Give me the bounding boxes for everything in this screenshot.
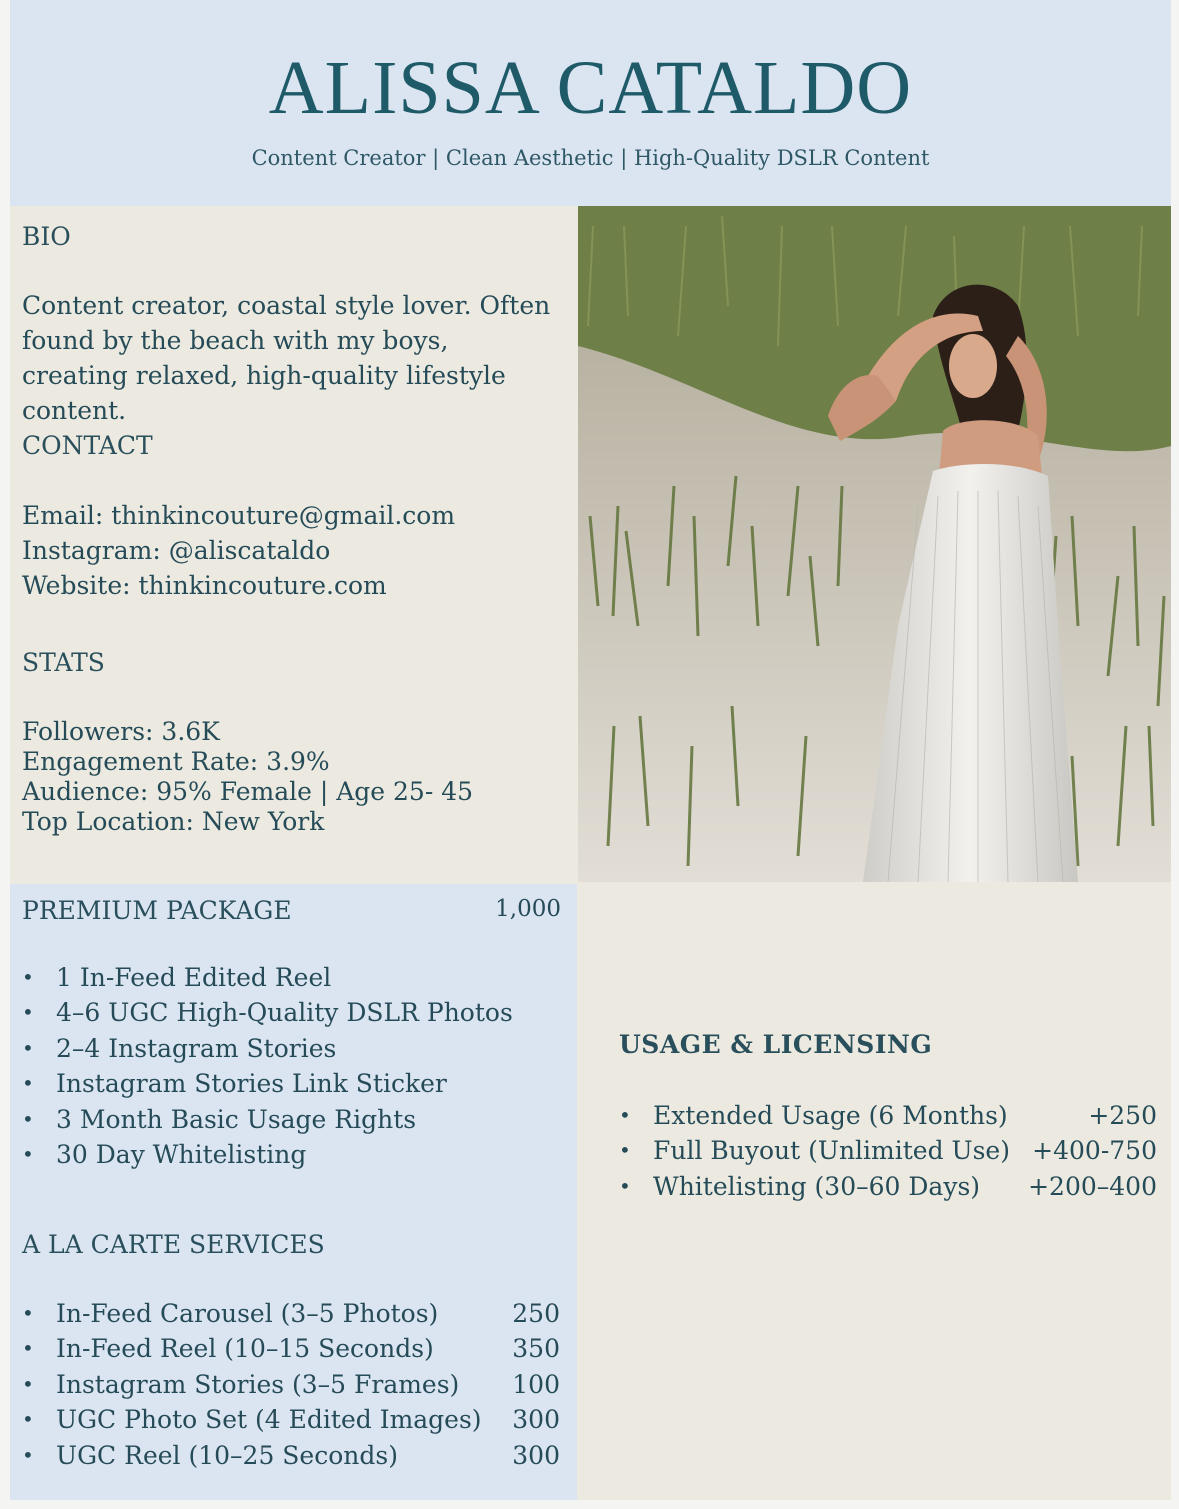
bullet-icon: • — [22, 1407, 34, 1432]
contact-list — [22, 498, 562, 603]
bullet-icon: • — [22, 1301, 34, 1325]
stat-location: Top Location: New York — [22, 807, 325, 836]
bullet-icon: • — [22, 1106, 34, 1131]
usage-panel — [577, 882, 1171, 1500]
bullet-icon: • — [22, 1035, 34, 1060]
item-price: +400-750 — [1032, 1136, 1157, 1166]
list-item: • 2–4 Instagram Stories — [22, 1031, 562, 1066]
bullet-icon: • — [22, 1071, 34, 1096]
list-item: • Instagram Stories (3–5 Frames) 100 — [22, 1367, 560, 1402]
alacarte-items — [22, 1296, 560, 1473]
alacarte-heading: A LA CARTE SERVICES — [22, 1230, 325, 1259]
list-item: • 3 Month Basic Usage Rights — [22, 1102, 562, 1137]
stat-audience: Audience: 95% Female | Age 25- 45 — [22, 777, 474, 806]
item-price: +250 — [1088, 1101, 1157, 1130]
list-item: • 30 Day Whitelisting — [22, 1137, 562, 1172]
rate-card-page — [10, 0, 1171, 1500]
bullet-icon: • — [22, 1336, 34, 1361]
creator-photo — [578, 206, 1171, 882]
tagline: Content Creator | Clean Aesthetic | High-Quality DSLR Content — [251, 146, 930, 170]
list-item: • 1 In-Feed Edited Reel — [22, 960, 562, 995]
packages-panel — [10, 884, 577, 1500]
bullet-icon: • — [22, 1000, 34, 1025]
bullet-icon: • — [22, 1142, 34, 1167]
stats-list — [22, 717, 562, 837]
usage-heading: USAGE & LICENSING — [619, 1030, 933, 1059]
premium-items — [22, 960, 562, 1172]
list-item: • Instagram Stories Link Sticker — [22, 1066, 562, 1101]
header — [10, 0, 1171, 206]
contact-instagram[interactable]: Instagram: @aliscataldo — [22, 536, 331, 565]
contact-website[interactable]: Website: thinkincouture.com — [22, 571, 387, 600]
contact-email[interactable]: Email: thinkincouture@gmail.com — [22, 501, 456, 530]
bullet-icon: • — [22, 1371, 34, 1396]
list-item: • In-Feed Carousel (3–5 Photos) 250 — [22, 1296, 560, 1331]
stats-heading: STATS — [22, 648, 105, 677]
item-price: 350 — [512, 1334, 560, 1364]
item-price: 300 — [512, 1405, 560, 1435]
item-price: 100 — [512, 1369, 560, 1399]
premium-price: 1,000 — [495, 896, 561, 922]
bullet-icon: • — [619, 1103, 631, 1127]
item-price: 250 — [512, 1299, 560, 1328]
list-item: • Whitelisting (30–60 Days) +200–400 — [619, 1169, 1157, 1204]
bullet-icon: • — [22, 1442, 34, 1467]
list-item: • UGC Reel (10–25 Seconds) 300 — [22, 1438, 560, 1473]
list-item: • Full Buyout (Unlimited Use) +400-750 — [619, 1133, 1157, 1168]
creator-name: ALISSA CATALDO — [268, 46, 913, 130]
item-price: +200–400 — [1028, 1171, 1157, 1201]
bio-heading: BIO — [22, 222, 71, 251]
stat-engagement: Engagement Rate: 3.9% — [22, 747, 330, 776]
bio-text: Content creator, coastal style lover. Often found by the beach with my boys, creating relaxed, high-quality lifestyle content. — [22, 291, 551, 425]
premium-heading: PREMIUM PACKAGE — [22, 896, 292, 925]
stat-followers: Followers: 3.6K — [22, 717, 220, 746]
bullet-icon: • — [22, 965, 34, 989]
contact-heading: CONTACT — [22, 431, 153, 460]
list-item: • Extended Usage (6 Months) +250 — [619, 1098, 1157, 1133]
bullet-icon: • — [619, 1138, 631, 1163]
beach-dune-photo-illustration — [578, 206, 1171, 882]
list-item: • UGC Photo Set (4 Edited Images) 300 — [22, 1402, 560, 1437]
usage-items — [619, 1098, 1157, 1204]
item-price: 300 — [512, 1440, 560, 1470]
list-item: • 4–6 UGC High-Quality DSLR Photos — [22, 995, 562, 1030]
profile-panel — [10, 206, 577, 884]
bullet-icon: • — [619, 1173, 631, 1198]
list-item: • In-Feed Reel (10–15 Seconds) 350 — [22, 1331, 560, 1366]
